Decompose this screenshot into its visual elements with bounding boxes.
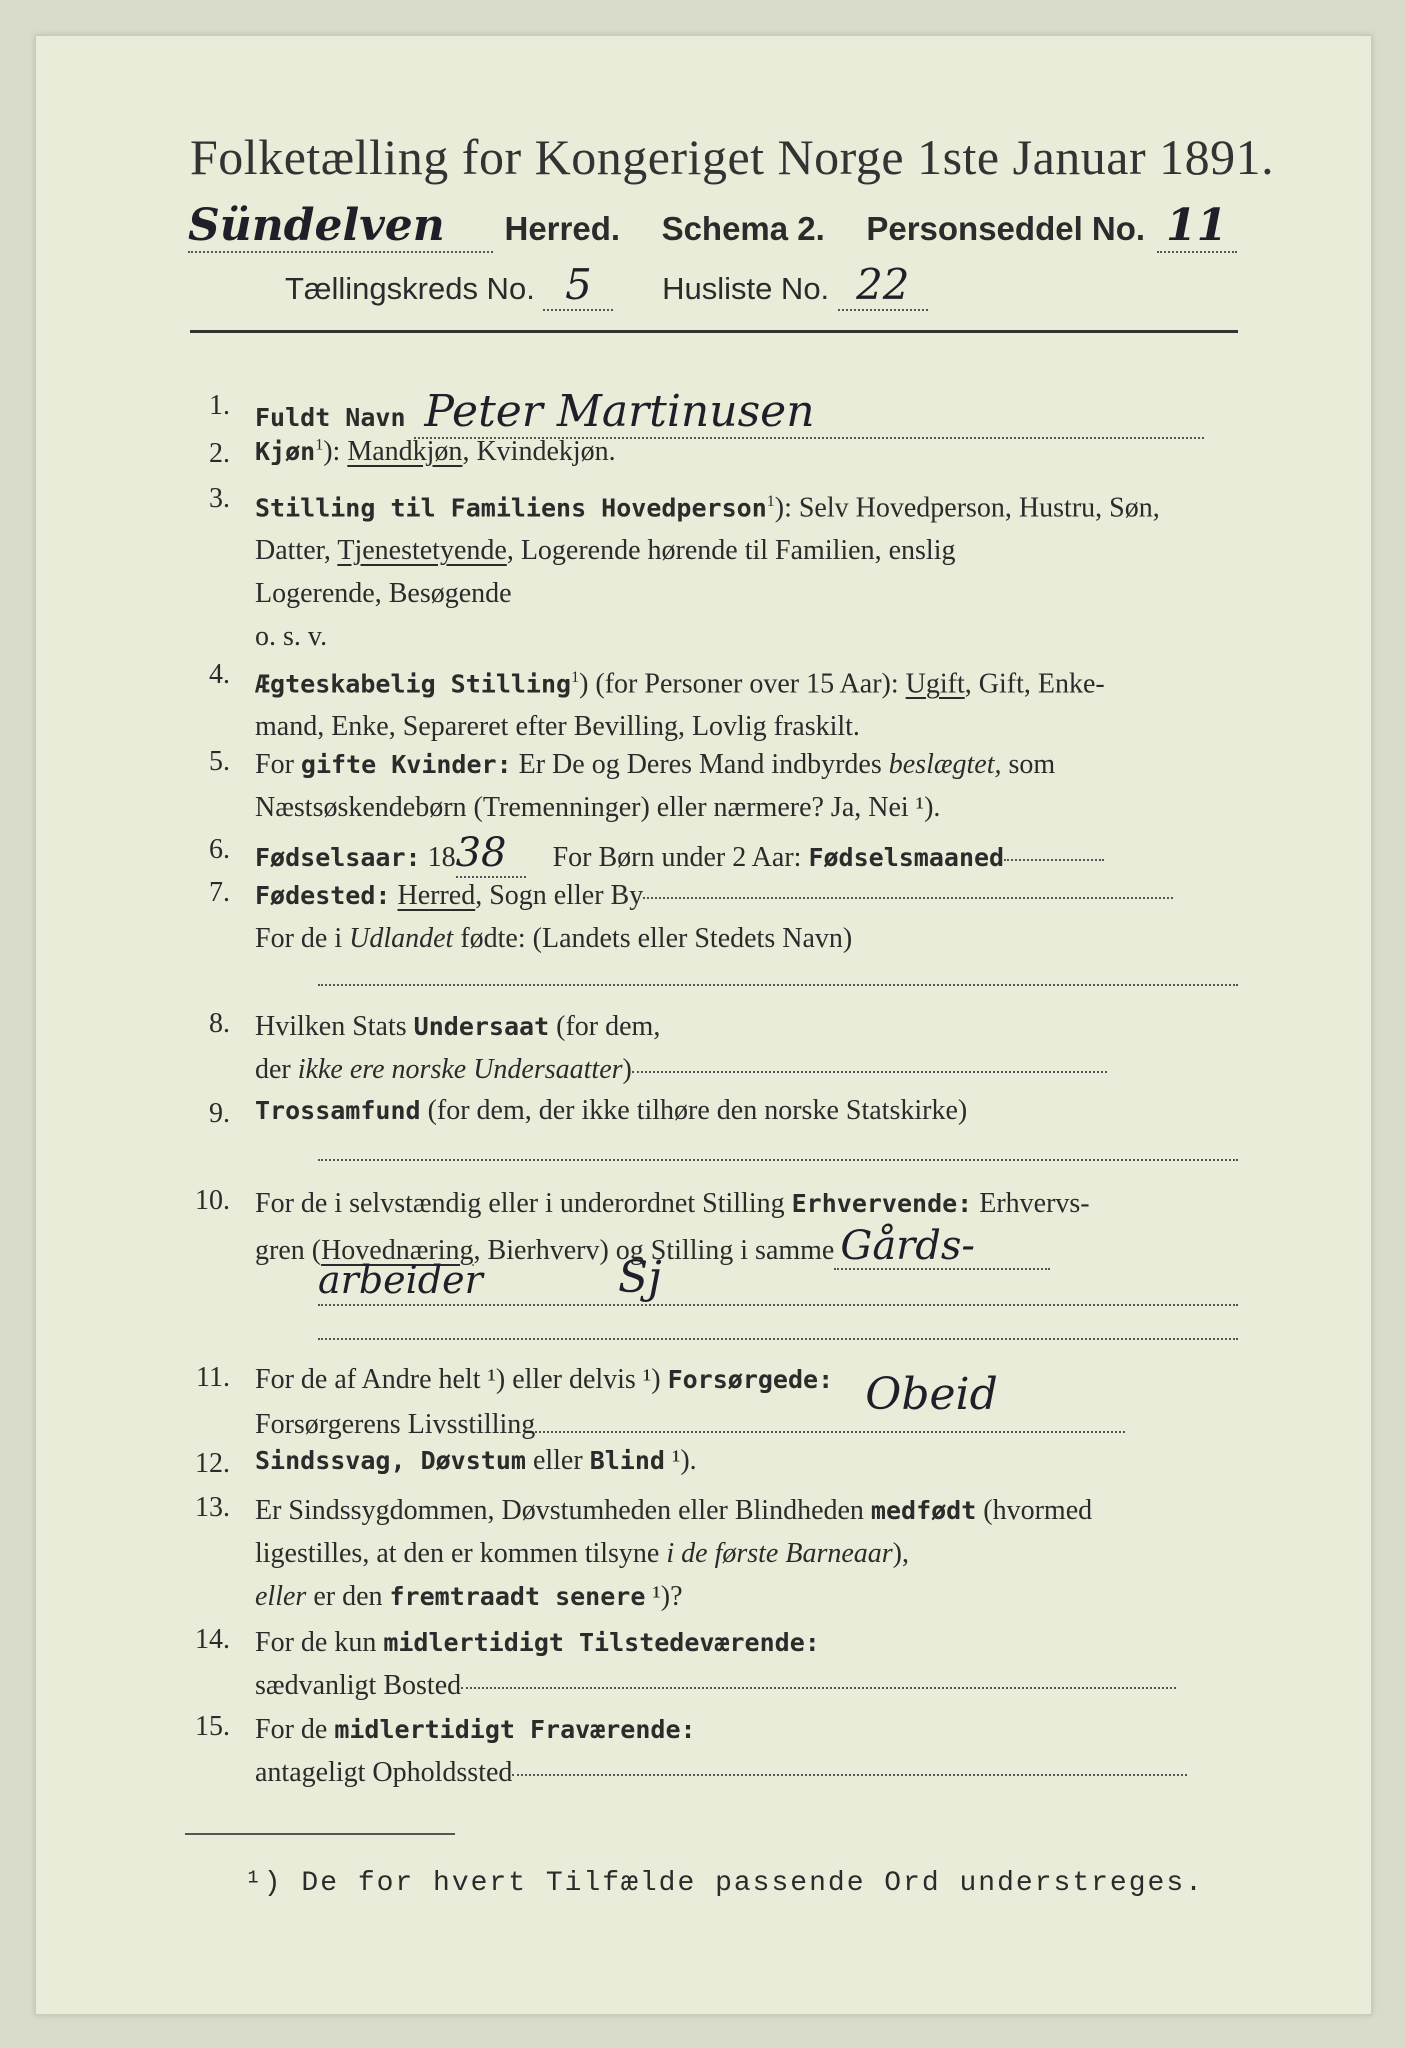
occupation-line-3 [318, 1337, 1238, 1340]
item-5: For gifte Kvinder: Er De og Deres Mand indbyrdes beslægtet, som Næstsøskendebørn (Tremenninger) eller nærmere? Ja, Nei ¹). [255, 749, 1056, 823]
item-1 [255, 386, 1204, 439]
item-3-label: Stilling til Familiens Hovedperson [255, 493, 767, 523]
item-4: Ægteskabelig Stilling$^1$) (for Personer over 15 Aar): Ugift, Gift, Enke- mand, Enke, Separeret efter Bevilling, Lovlig fraskilt. [255, 668, 1105, 743]
item-12-number: 12. [195, 1448, 230, 1479]
item-7-number: 7. [209, 877, 230, 908]
item-3-number: 3. [209, 483, 230, 514]
footnote-divider [185, 1833, 455, 1835]
item-6-number: 6. [209, 834, 230, 865]
provider-value: Obeid [865, 1369, 998, 1420]
herred-label: Herred. [504, 210, 621, 247]
item-15-number: 15. [195, 1711, 230, 1742]
item-10-label: Erhvervende: [791, 1189, 973, 1218]
item-2-label: Kjøn [255, 437, 316, 466]
kreds-row [285, 260, 928, 311]
personseddel-no: 11 [1157, 200, 1237, 253]
item-15-label: midlertidigt Fraværende: [334, 1715, 696, 1744]
item-8-label: Undersaat [413, 1012, 550, 1041]
kreds-label: Tællingskreds No. [285, 271, 535, 306]
item-5-label: gifte Kvinder: [300, 750, 512, 779]
item-15: For de midlertidigt Fraværende: antageligt Opholdssted [255, 1708, 1187, 1794]
occupation-value-2: arbeider [318, 1258, 483, 1302]
item-6: Fødselsaar: 1838 For Børn under 2 Aar: Fødselsmaaned [255, 830, 1104, 878]
item-13-label: medfødt [870, 1496, 977, 1525]
occupation-type-selected: Hovednæring [321, 1235, 474, 1266]
item-8: Hvilken Stats Undersaat (for dem, der ikke ere norske Undersaatter) [255, 1005, 1107, 1091]
birth-year-value: 38 [456, 830, 526, 878]
item-11-number: 11. [196, 1362, 230, 1393]
item-10: For de i selvstændig eller i underordnet Stilling Erhvervende: Erhvervs- gren (Hovednæring, Bierhverv) og Stilling i samme Gårds- [255, 1188, 1090, 1269]
husliste-label: Husliste No. [662, 271, 830, 306]
item-13-number: 13. [195, 1492, 230, 1523]
item-6-label: Fødselsaar: [255, 843, 421, 872]
birthplace-foreign-line [318, 983, 1238, 986]
religion-line [318, 1158, 1238, 1161]
header-divider [190, 330, 1238, 333]
item-2-number: 2. [209, 438, 230, 469]
item-4-number: 4. [209, 659, 230, 690]
marital-selected: Ugift [905, 668, 965, 700]
item-11-label: Forsørgede: [667, 1365, 834, 1394]
gender-selected: Mandkjøn [347, 436, 463, 467]
occupation-line-2 [318, 1252, 1238, 1306]
item-12-label: Sindssvag, Døvstum [255, 1446, 526, 1475]
occupation-value-1: Gårds- [834, 1225, 1050, 1270]
schema-label: Schema 2. [661, 210, 825, 247]
item-14-label: midlertidigt Tilstedeværende: [383, 1628, 820, 1657]
item-5-number: 5. [209, 746, 230, 777]
item-12: Sindssvag, Døvstum eller Blind ¹). [255, 1445, 697, 1476]
occupation-value-3: Sj [618, 1252, 662, 1303]
birthplace-selected: Herred [397, 880, 476, 911]
form-title: Folketælling for Kongeriget Norge 1ste Januar 1891. [190, 129, 1275, 185]
item-2: Kjøn$^1$): Mandkjøn, Kvindekjøn. [255, 436, 616, 467]
item-9-label: Trossamfund [255, 1096, 421, 1125]
item-3: Stilling til Familiens Hovedperson$^1$): Selv Hovedperson, Hustru, Søn, Datter, Tjenestetyende, Logerende hørende til Familien, enslig Logerende, Besøgende o. s. v. [255, 492, 1160, 653]
item-13: Er Sindssygdommen, Døvstumheden eller Blindheden medfødt (hvormed ligestilles, at den er kommen tilsyne i de første Barneaar), eller er den fremtraadt senere ¹)? [255, 1495, 1093, 1612]
item-4-label: Ægteskabelig Stilling [255, 669, 572, 699]
husliste-no: 22 [838, 260, 928, 311]
item-7-label: Fødested: [255, 881, 391, 910]
family-position-selected: Tjenestetyende [337, 535, 507, 567]
personseddel-label: Personseddel No. [866, 210, 1146, 247]
item-14-number: 14. [195, 1624, 230, 1655]
item-9: Trossamfund (for dem, der ikke tilhøre den norske Statskirke) [255, 1095, 968, 1126]
herred-value: Sündelven [188, 200, 493, 253]
item-7: Fødested: Herred, Sogn eller By For de i Udlandet fødte: (Landets eller Stedets Navn) [255, 874, 1173, 960]
item-8-number: 8. [209, 1008, 230, 1039]
full-name-value: Peter Martinusen [414, 386, 1204, 439]
item-1-label: Fuldt Navn [255, 403, 406, 432]
item-1-number: 1. [209, 390, 230, 421]
item-10-number: 10. [195, 1185, 230, 1216]
kreds-no: 5 [543, 260, 613, 311]
herred-row [188, 200, 1237, 253]
item-9-number: 9. [209, 1098, 230, 1129]
item-14: For de kun midlertidigt Tilstedeværende: sædvanligt Bosted [255, 1621, 1176, 1707]
footnote: ¹) De for hvert Tilfælde passende Ord understreges. [245, 1868, 1204, 1899]
item-11: For de af Andre helt ¹) eller delvis ¹) Forsørgede: Forsørgerens Livsstilling Obeid [255, 1358, 1125, 1446]
